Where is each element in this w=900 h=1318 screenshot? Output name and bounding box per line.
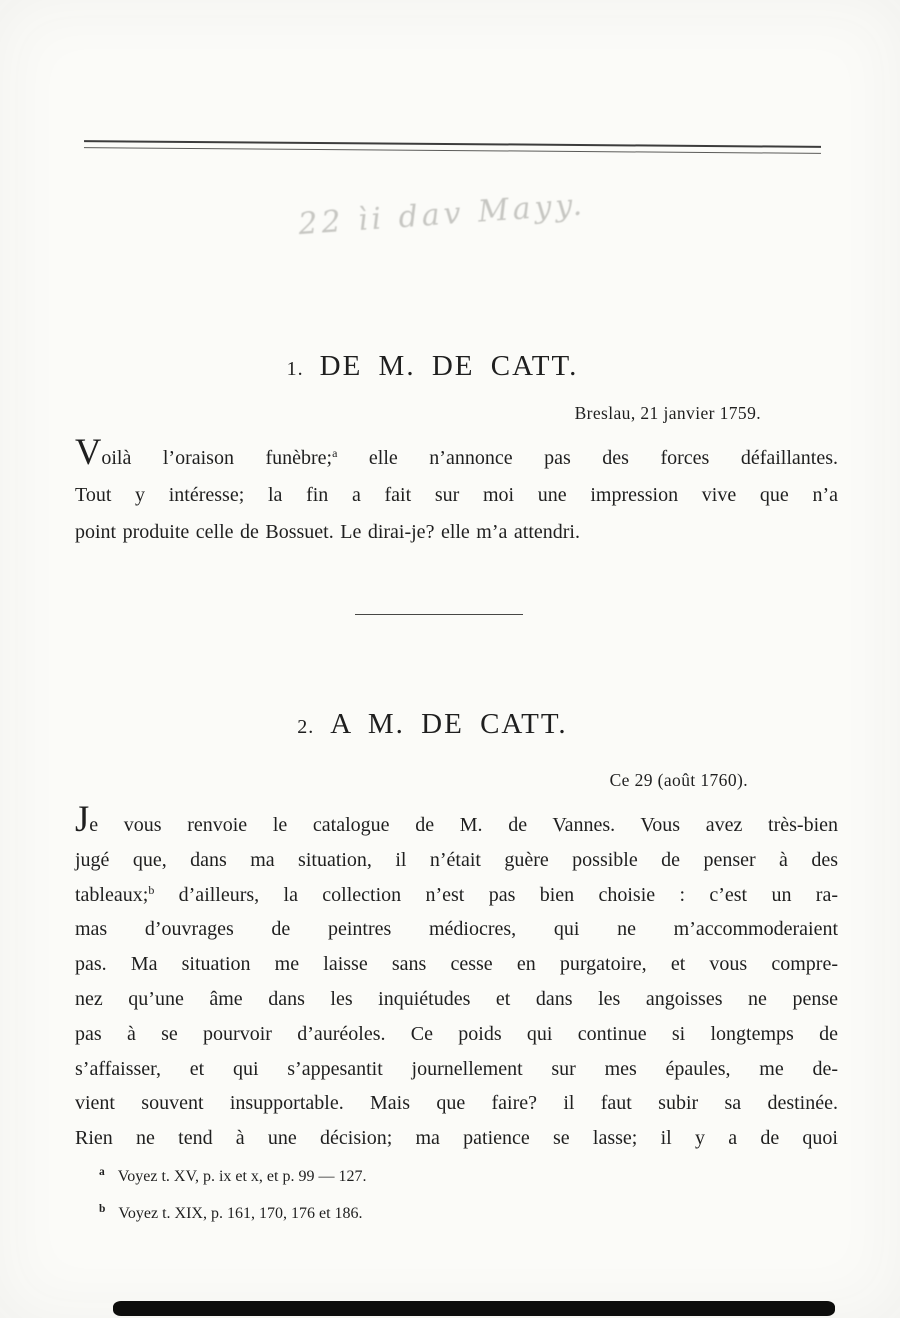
letter-1-heading (0, 350, 865, 383)
letter-2-body (75, 798, 838, 1156)
text-segment: tableaux; (75, 883, 149, 906)
letter-2-dateline: Ce 29 (août 1760). (609, 770, 748, 790)
text-segment: point produite celle de Bossuet. Le dirai-je? elle m’a attendri. (75, 521, 580, 543)
drop-cap-initial: J (75, 798, 90, 839)
text-segment: elle n’annonce pas des forces défaillantes. (337, 447, 838, 469)
letter-2-number: 2. (297, 716, 315, 738)
text-segment: mas d’ouvrages de peintres médiocres, qui ne m’accommoderaient (75, 918, 838, 941)
text-line (75, 798, 838, 843)
letter-1-number: 1. (286, 358, 304, 380)
section-divider-rule (355, 614, 523, 615)
text-line (75, 912, 838, 947)
text-line (75, 1121, 838, 1156)
letter-2-heading (0, 708, 865, 741)
text-line (75, 514, 838, 551)
letter-1-title: DE M. DE CATT. (319, 350, 579, 382)
footnote-marker-ref: b (148, 882, 155, 897)
drop-cap-initial: V (75, 431, 102, 472)
footnotes (99, 1156, 366, 1230)
footnote-row (99, 1193, 366, 1230)
text-segment: Rien ne tend à une décision; ma patience se lasse; il y a de quoi (75, 1127, 838, 1150)
text-segment: e vous renvoie le catalogue de M. de Vannes. Vous avez très-bien (89, 814, 838, 836)
footnote-marker-ref: a (332, 446, 338, 460)
text-line (75, 1086, 838, 1121)
text-line (75, 431, 838, 477)
text-line (75, 982, 838, 1017)
text-segment: pas à se pourvoir d’auréoles. Ce poids qui continue si longtemps de (75, 1022, 838, 1045)
footnote-marker: a (99, 1166, 105, 1178)
text-segment: pas. Ma situation me laisse sans cesse en purgatoire, et vous compre- (75, 953, 838, 976)
top-double-rule (84, 140, 821, 154)
text-segment: jugé que, dans ma situation, il n’était guère possible de penser à des (75, 848, 838, 871)
text-line (75, 878, 838, 913)
letter-2-title: A M. DE CATT. (330, 708, 568, 740)
text-segment: nez qu’une âme dans les inquiétudes et dans les angoisses ne pense (75, 987, 838, 1010)
letter-1-body (75, 431, 838, 551)
text-line (75, 947, 838, 982)
pencil-inscription: 22 ìi dav Mayy. (297, 187, 588, 243)
scan-artifact-bar (113, 1301, 835, 1316)
text-segment: d’ailleurs, la collection n’est pas bien choisie : c’est un ra- (154, 883, 838, 906)
footnote-text: Voyez t. XIX, p. 161, 170, 176 et 186. (118, 1205, 363, 1222)
text-segment: oilà l’oraison funèbre; (101, 447, 333, 469)
text-segment: vient souvent insupportable. Mais que faire? il faut subir sa destinée. (75, 1092, 838, 1115)
text-segment: Tout y intéresse; la fin a fait sur moi une impression vive que n’a (75, 484, 838, 506)
footnote-row (99, 1156, 366, 1193)
text-line (75, 843, 838, 878)
text-line (75, 1052, 838, 1087)
text-line (75, 1017, 838, 1052)
footnote-text: Voyez t. XV, p. ix et x, et p. 99 — 127. (117, 1168, 367, 1185)
text-line (75, 477, 838, 514)
letter-1-dateline: Breslau, 21 janvier 1759. (574, 403, 761, 423)
footnote-marker: b (99, 1203, 106, 1215)
text-segment: s’affaisser, et qui s’appesantit journellement sur mes épaules, me de- (75, 1057, 838, 1080)
